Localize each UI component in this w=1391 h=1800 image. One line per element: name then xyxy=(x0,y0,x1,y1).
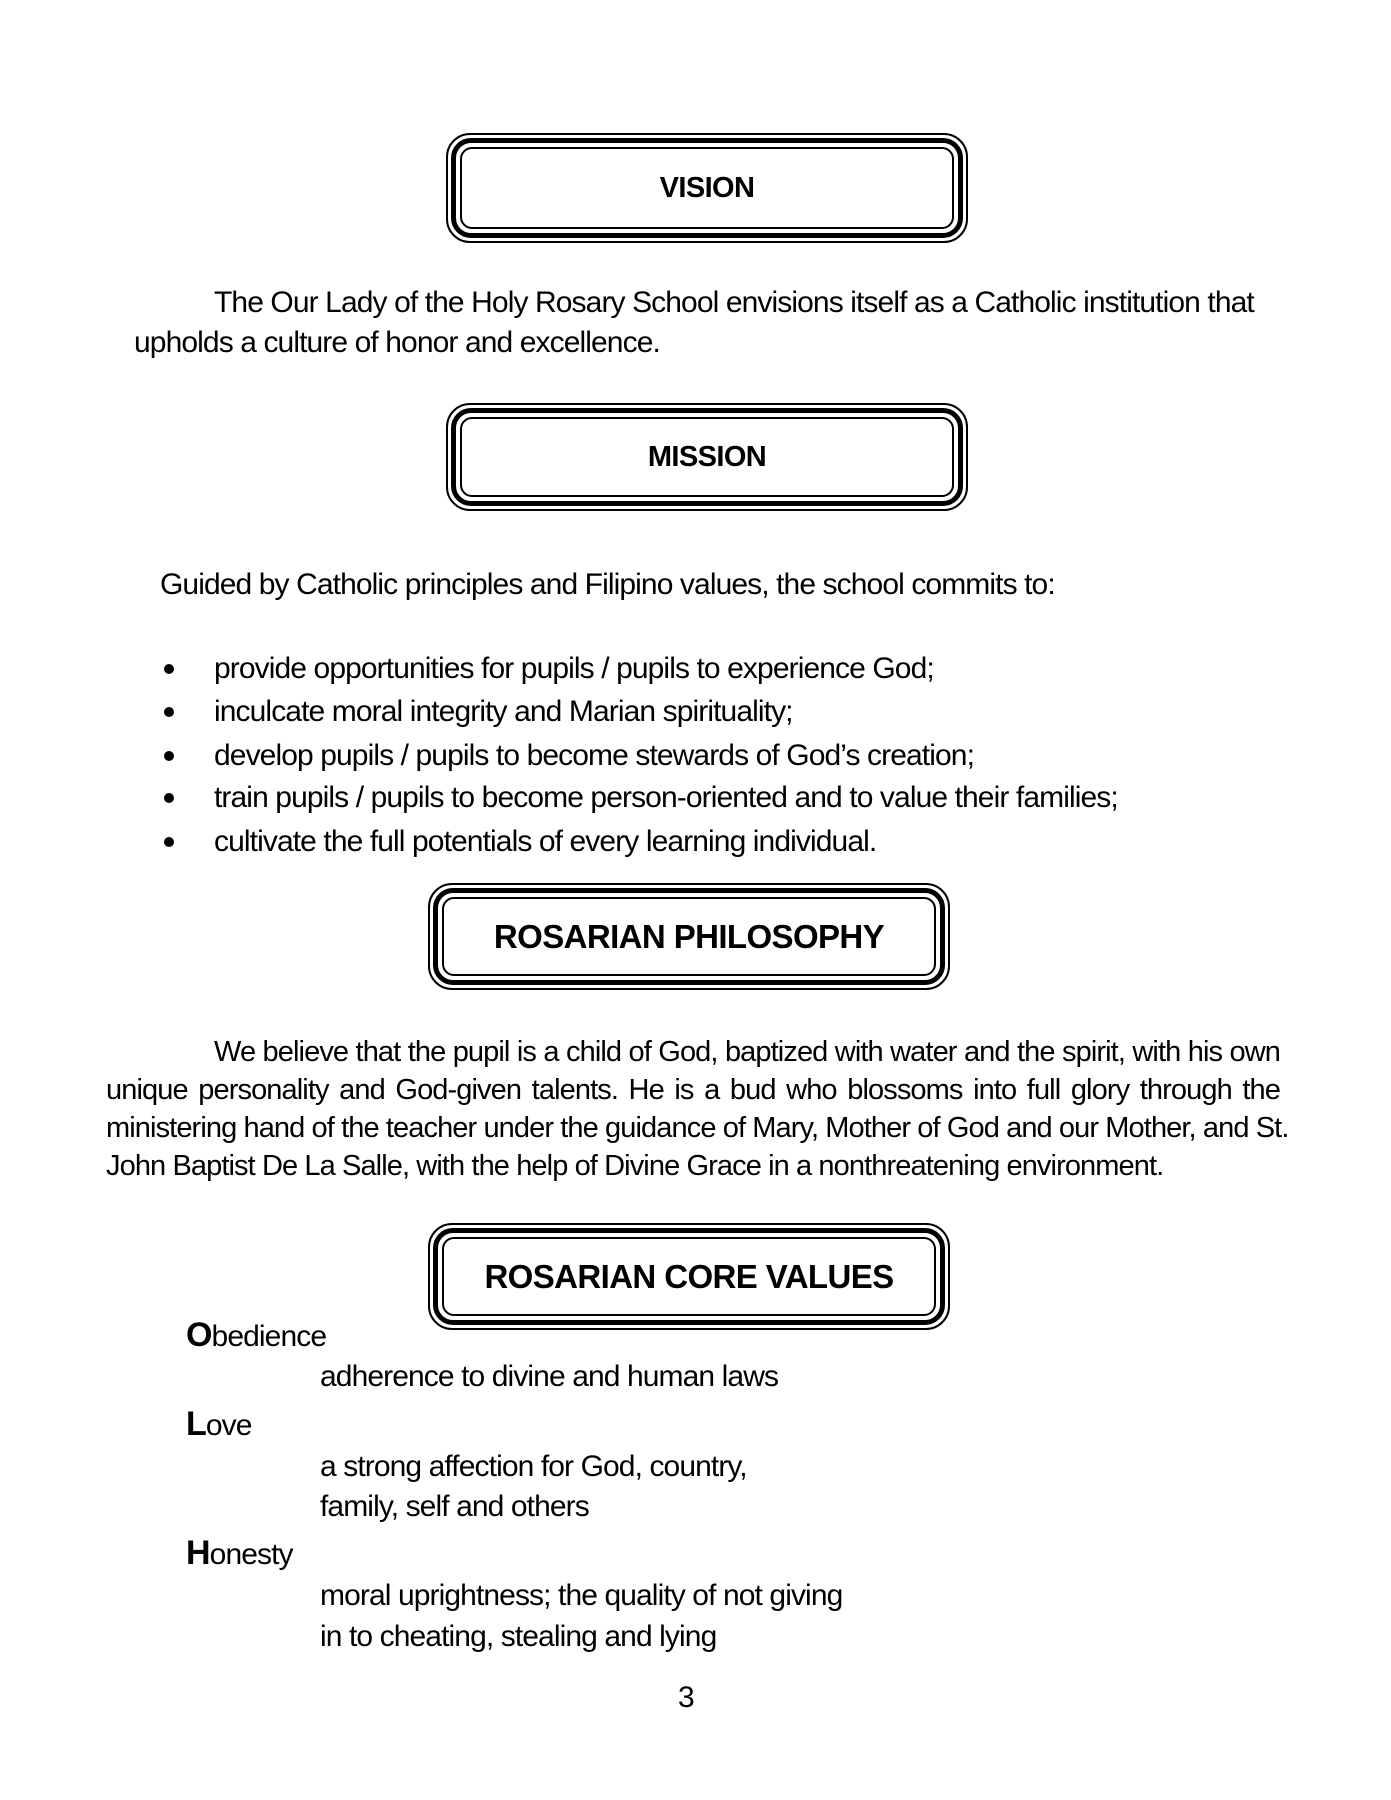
value-initial: H xyxy=(186,1534,210,1572)
vision-heading: VISION xyxy=(460,147,954,229)
vision-text-line2: upholds a culture of honor and excellence. xyxy=(134,326,660,359)
core-values-heading: ROSARIAN CORE VALUES xyxy=(442,1237,936,1316)
value-term-honesty xyxy=(186,1535,293,1573)
value-definition: in to cheating, stealing and lying xyxy=(320,1620,717,1653)
mission-item: develop pupils / pupils to become stewards of God’s creation; xyxy=(214,739,975,772)
mission-item: train pupils / pupils to become person-oriented and to value their families; xyxy=(214,781,1118,814)
philosophy-line: unique personality and God-given talents. He is a bud who blossoms into full glory through the xyxy=(106,1074,1280,1106)
bullet-icon xyxy=(164,707,174,717)
bullet-icon xyxy=(164,664,174,674)
mission-item: inculcate moral integrity and Marian spirituality; xyxy=(214,695,793,728)
mission-intro: Guided by Catholic principles and Filipino values, the school commits to: xyxy=(160,568,1055,601)
philosophy-heading-box xyxy=(428,883,950,990)
value-definition: adherence to divine and human laws xyxy=(320,1360,779,1393)
value-rest: bedience xyxy=(211,1320,327,1353)
bullet-icon xyxy=(164,793,174,803)
value-rest: ove xyxy=(205,1409,252,1442)
vision-heading-box xyxy=(446,133,968,243)
value-initial: O xyxy=(186,1316,212,1354)
mission-item: provide opportunities for pupils / pupils to experience God; xyxy=(214,652,934,685)
value-definition: family, self and others xyxy=(320,1490,589,1523)
philosophy-line: ministering hand of the teacher under the guidance of Mary, Mother of God and our Mother, and St. xyxy=(106,1112,1289,1144)
mission-item: cultivate the full potentials of every learning individual. xyxy=(214,825,877,858)
mission-heading: MISSION xyxy=(460,417,954,497)
philosophy-line: John Baptist De La Salle, with the help of Divine Grace in a nonthreatening environment. xyxy=(106,1150,1164,1182)
value-definition: a strong affection for God, country, xyxy=(320,1450,747,1483)
value-term-obedience xyxy=(186,1317,326,1355)
philosophy-line: We believe that the pupil is a child of God, baptized with water and the spirit, with his own xyxy=(214,1036,1280,1068)
value-definition: moral uprightness; the quality of not giving xyxy=(320,1579,843,1612)
philosophy-heading: ROSARIAN PHILOSOPHY xyxy=(442,897,936,976)
bullet-icon xyxy=(164,751,174,761)
page-number: 3 xyxy=(678,1681,694,1714)
core-values-heading-box xyxy=(428,1223,950,1330)
mission-heading-box xyxy=(446,403,968,511)
value-initial: L xyxy=(186,1405,206,1443)
bullet-icon xyxy=(164,837,174,847)
vision-text-line1: The Our Lady of the Holy Rosary School envisions itself as a Catholic institution that xyxy=(214,286,1254,319)
value-term-love xyxy=(186,1406,252,1444)
value-rest: onesty xyxy=(209,1538,293,1571)
